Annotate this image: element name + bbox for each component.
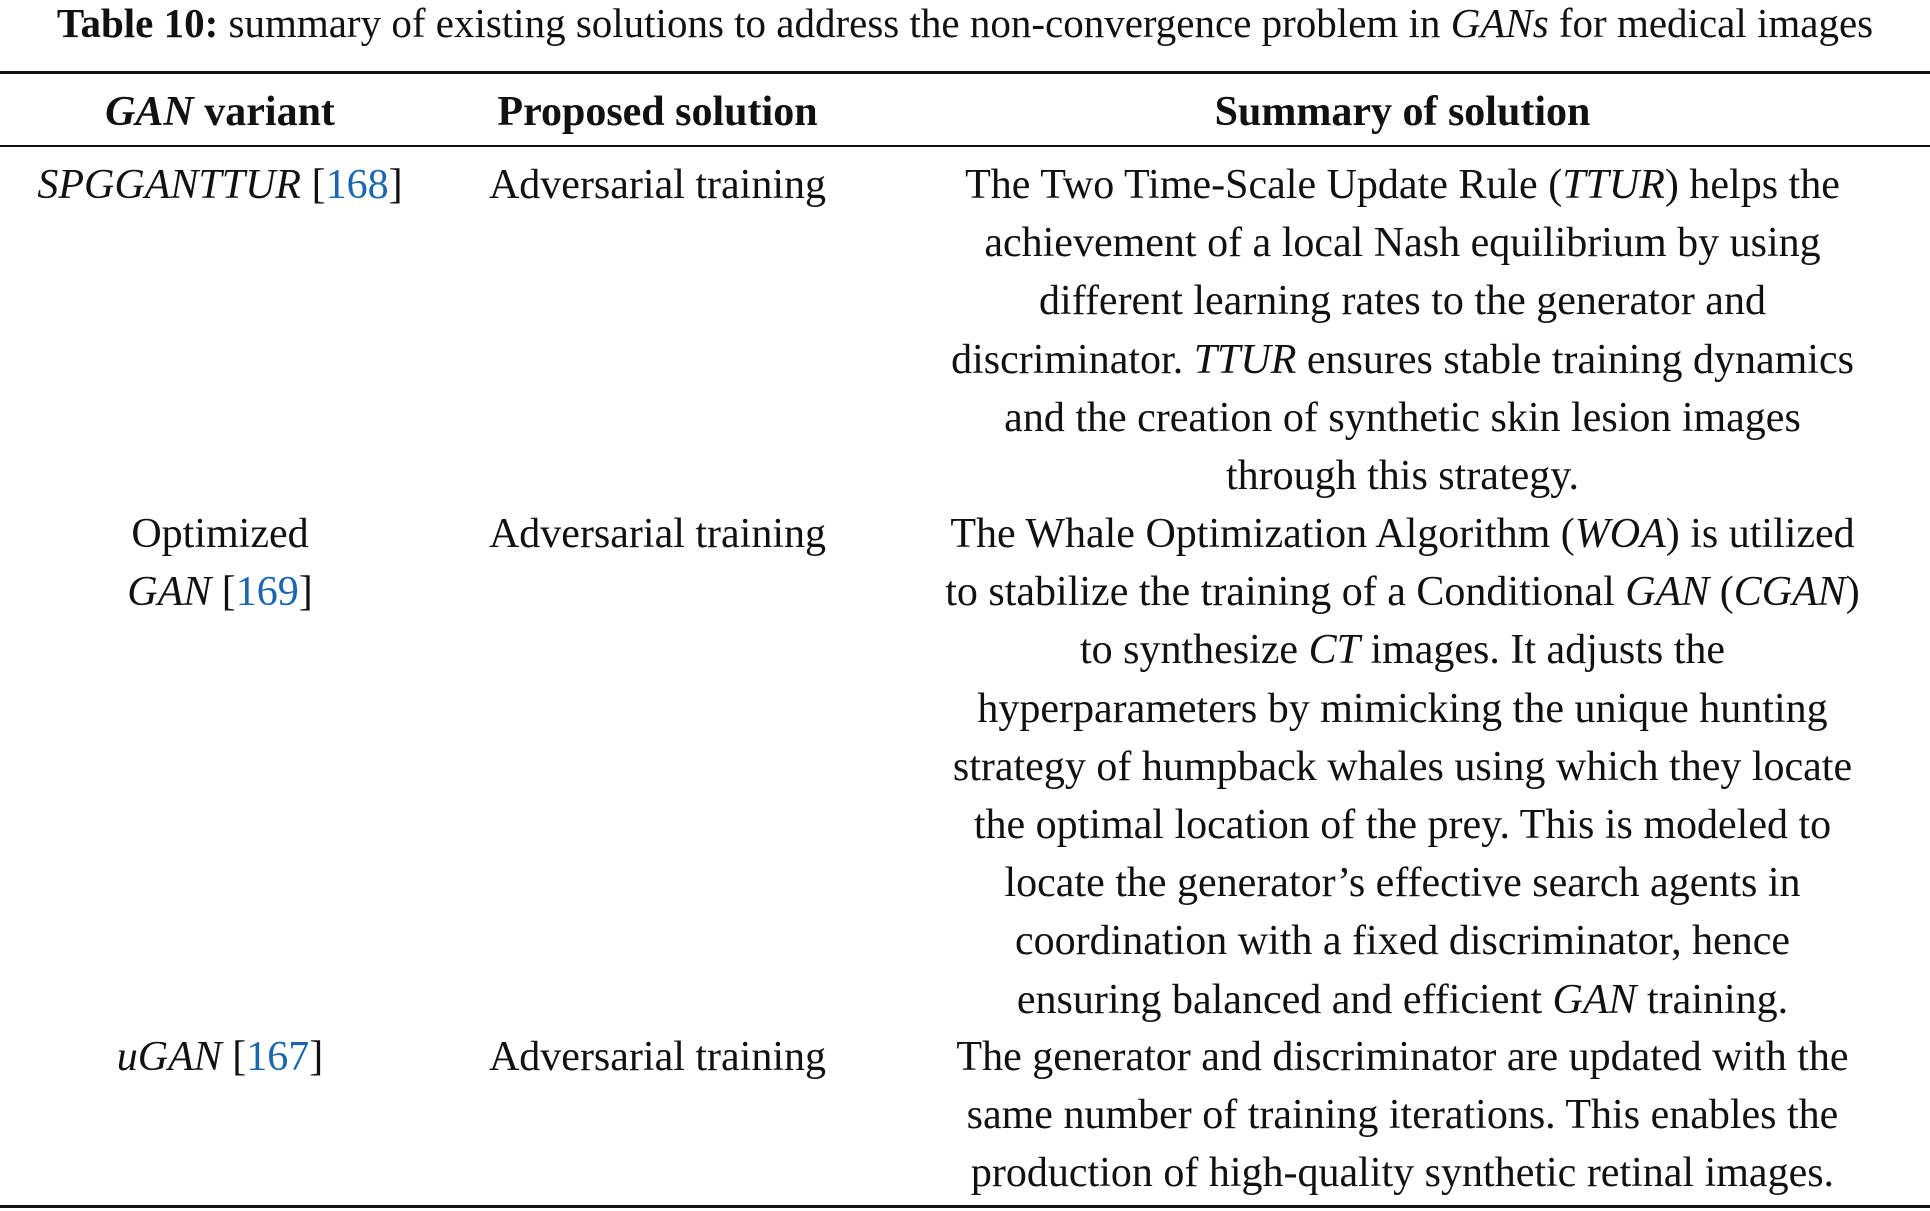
citation-link[interactable]: 167 — [246, 1034, 310, 1080]
row2-summary: The Whale Optimization Algorithm (WOA) is utilized to stabilize the training of a Conditional GAN (CGAN) to synthesize CT images. It adjusts the hyperparameters by mimicking the unique hunting strategy of humpback whales using which they locate the optimal location of the prey. This is modeled to locate the generator’s effective search agents in coordination with a fixed discriminator, hence ensuring balanced and efficient GAN training. — [945, 511, 1860, 1023]
header-proposed-solution: Proposed solution — [497, 89, 818, 135]
row1-solution: Adversarial training — [488, 162, 827, 208]
table-label: Table 10: — [56, 0, 219, 46]
row2-variant: Optimized GAN [169] — [127, 511, 313, 616]
row3-variant: uGAN [167] — [116, 1034, 324, 1080]
caption-italic: GANs — [1450, 0, 1549, 46]
row2-solution: Adversarial training — [488, 511, 827, 557]
citation-link[interactable]: 169 — [235, 569, 299, 616]
header-gan-variant: GAN variant — [105, 89, 335, 135]
top-rule — [0, 71, 1930, 74]
caption-text-end: for medical images — [1548, 0, 1874, 46]
row3-solution: Adversarial training — [488, 1034, 827, 1080]
row1-summary: The Two Time-Scale Update Rule (TTUR) helps the achievement of a local Nash equilibrium by using different learning rates to the generator and discriminator. TTUR ensures stable training dynamics and the creation of synthetic skin lesion images through this strategy. — [951, 162, 1854, 500]
header-rule — [0, 145, 1930, 147]
bottom-rule — [0, 1205, 1930, 1208]
table-caption — [0, 0, 1930, 46]
row1-variant: SPGGANTTUR [168] — [37, 162, 403, 208]
row3-summary: The generator and discriminator are updated with the same number of training iterations. This enables the production of high-quality synthetic retinal images. — [956, 1034, 1849, 1197]
header-summary-of-solution: Summary of solution — [1214, 89, 1591, 135]
caption-text: summary of existing solutions to address the non-convergence problem in — [218, 0, 1451, 46]
citation-link[interactable]: 168 — [325, 162, 389, 208]
